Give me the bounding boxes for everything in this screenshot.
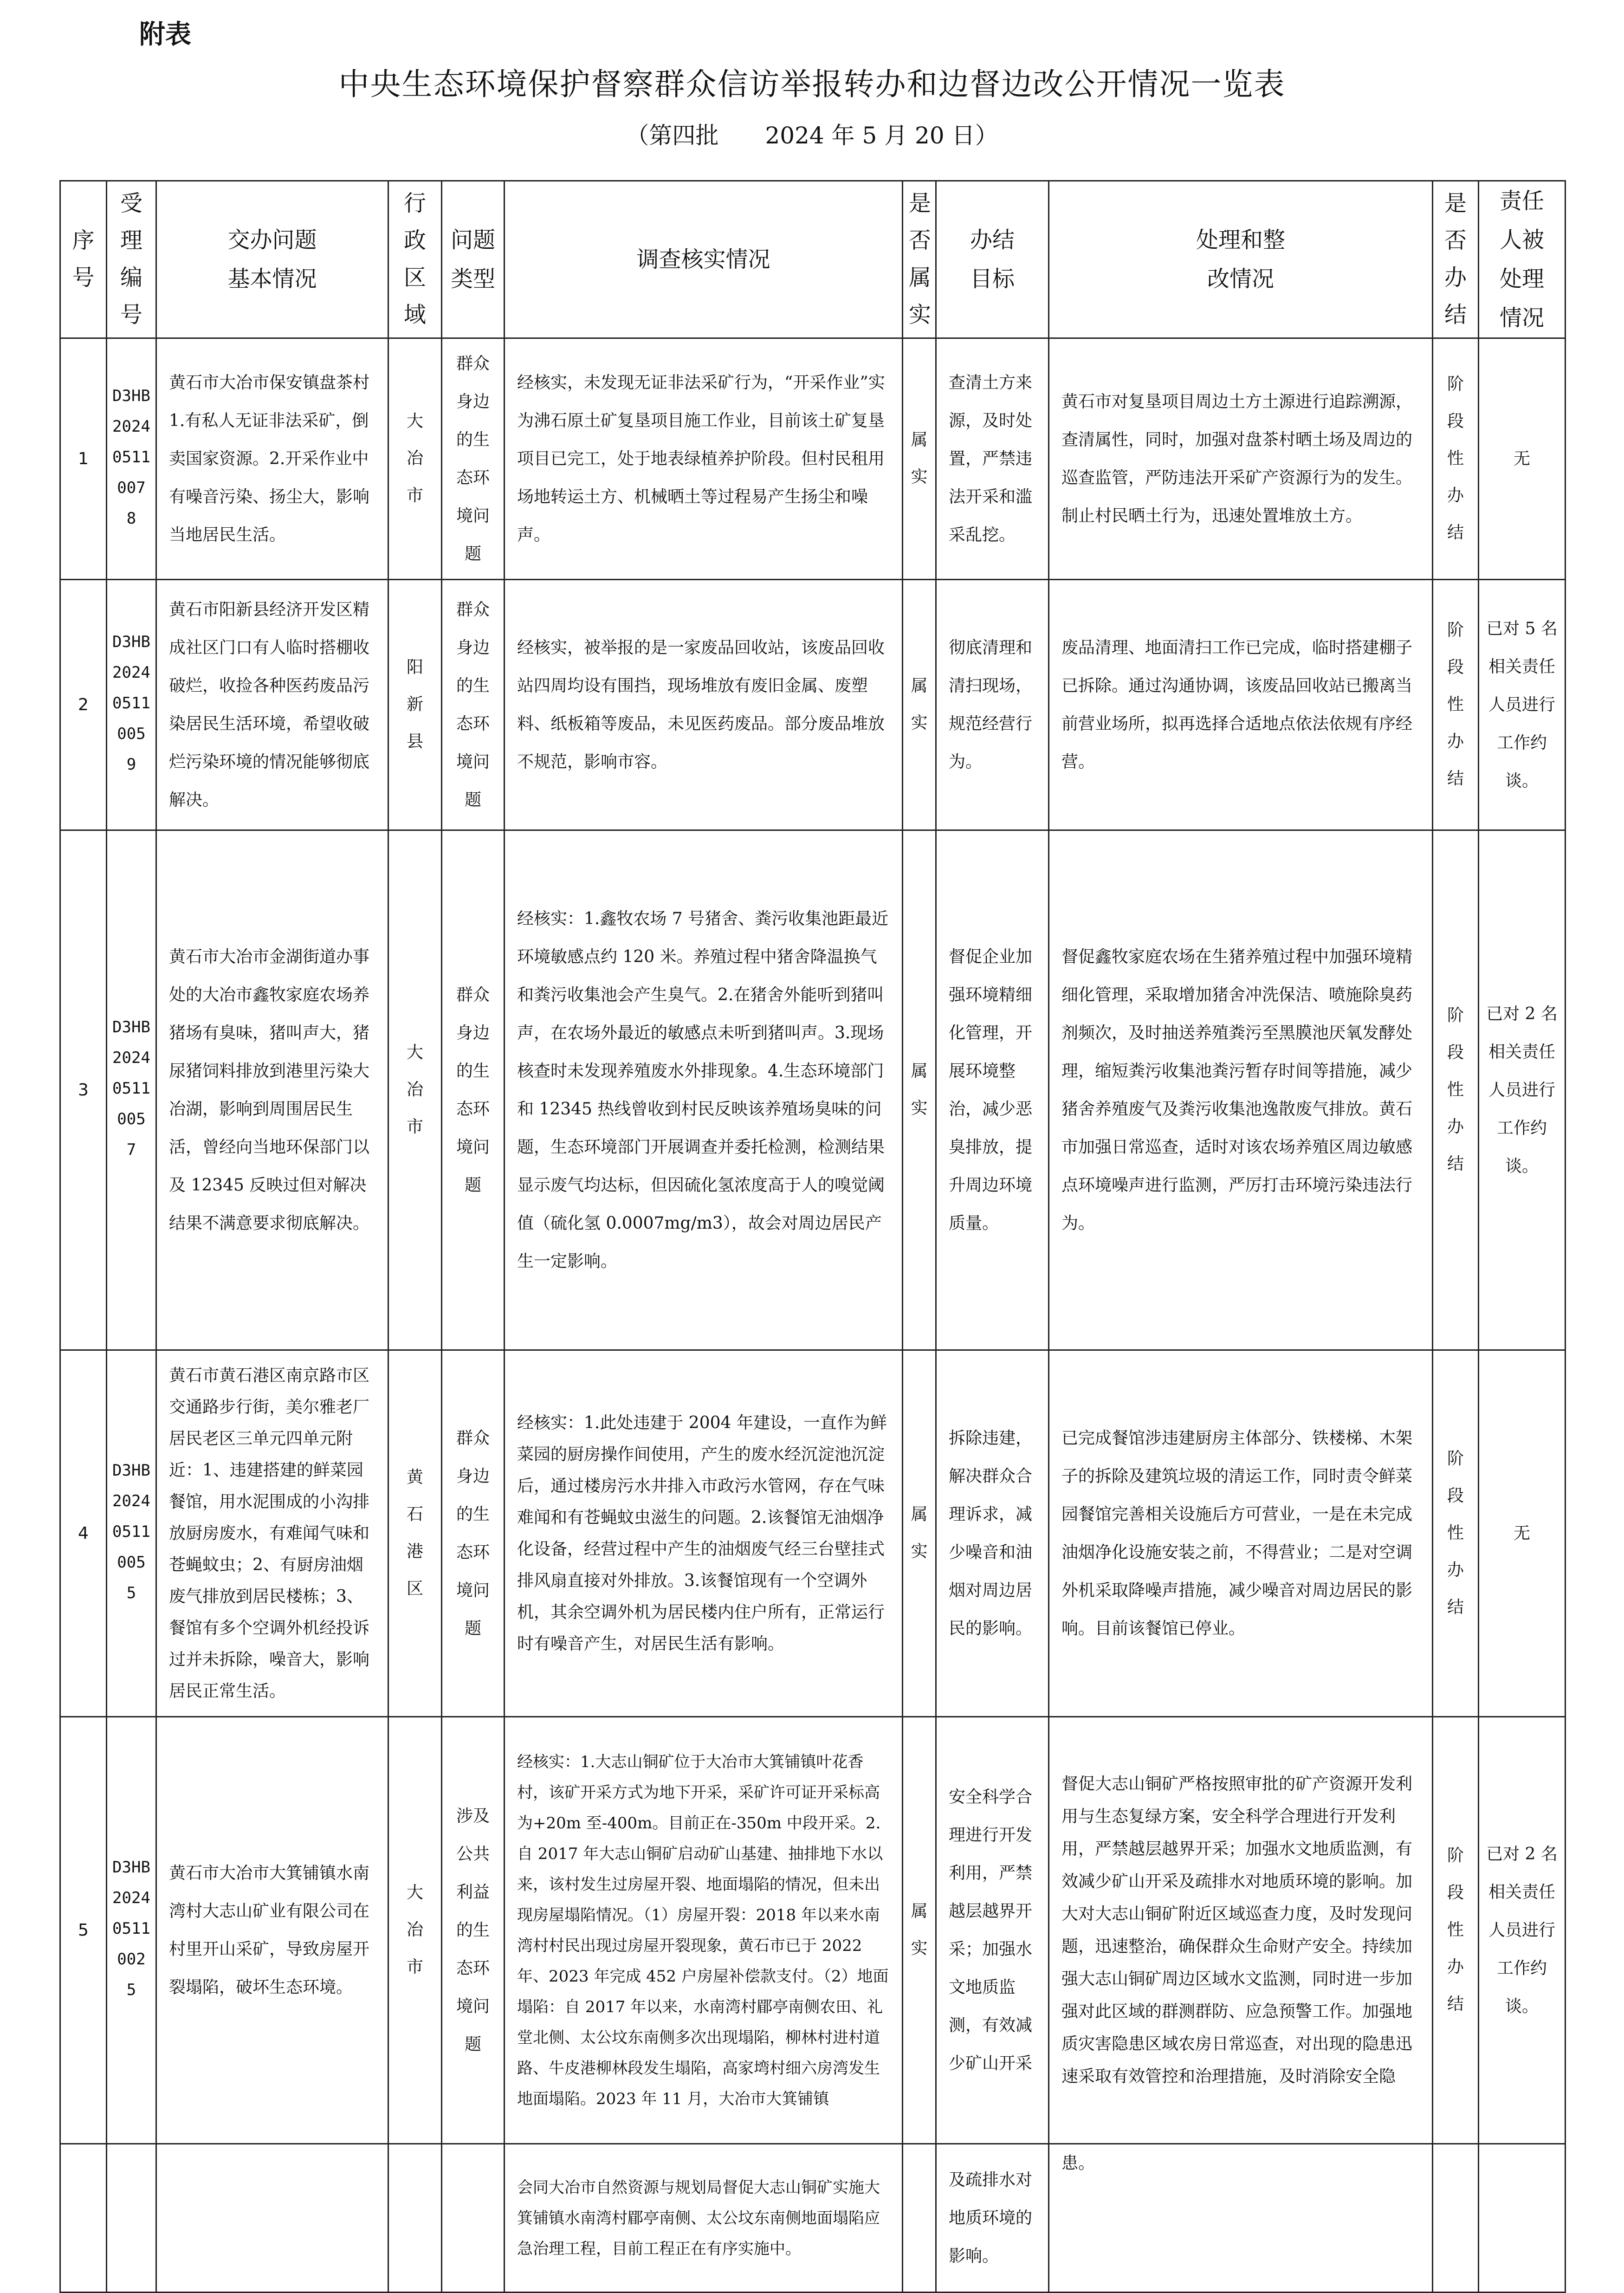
- header-issue: 交办问题基本情况: [156, 181, 388, 338]
- seq-cell: 2: [60, 580, 107, 830]
- issue-cell: 黄石市阳新县经济开发区精成社区门口有人临时搭棚收破烂，收捡各种医药废品污染居民生活环境，希望收破烂污染环境的情况能够彻底解决。: [156, 580, 388, 830]
- type-cell: 涉及公共利益的生态环境问题: [442, 1717, 505, 2144]
- accountability-cell-empty: [1479, 2144, 1566, 2293]
- type-cell: 群众身边的生态环境问题: [442, 1350, 505, 1717]
- accountability-cell: 无: [1479, 1350, 1566, 1717]
- issue-cell-empty: [156, 2144, 388, 2293]
- issue-cell: 黄石市大冶市大箕铺镇水南湾村大志山矿业有限公司在村里开山采矿，导致房屋开裂塌陷，破坏生态环境。: [156, 1717, 388, 2144]
- done-cell: 阶段性办结: [1433, 338, 1479, 580]
- seq-cell: 1: [60, 338, 107, 580]
- true-cell: 属实: [903, 1350, 936, 1717]
- header-code: 受理编号: [107, 181, 156, 338]
- done-cell: 阶段性办结: [1433, 1717, 1479, 2144]
- table-row: [60, 580, 1566, 830]
- investigation-cell: 经核实：1.鑫牧农场 7 号猪舍、粪污收集池距最近环境敏感点约 120 米。养殖过程中猪舍降温换气和粪污收集池会产生臭气。2.在猪舍外能听到猪叫声，在农场外最近的敏感点未听到猪叫声。3.现场核查时未发现养殖废水外排现象。4.生态环境部门和 12345 热线曾收到村民反映该养殖场臭味的问题，生态环境部门开展调查并委托检测，检测结果显示废气均达标，但因硫化氢浓度高于人的嗅觉阈值（硫化氢 0.0007mg/m3），故会对周边居民产生一定影响。: [505, 830, 903, 1350]
- issue-cell: 黄石市黄石港区南京路市区交通路步行街，美尔雅老厂居民老区三单元四单元附近：1、违建搭建的鲜菜园餐馆，用水泥围成的小沟排放厨房废水，有难闻气味和苍蝇蚊虫；2、有厨房油烟废气排放到居民楼栋；3、餐馆有多个空调外机经投诉过并未拆除，噪音大，影响居民正常生活。: [156, 1350, 388, 1717]
- true-cell: 属实: [903, 580, 936, 830]
- goal-cell: 查清土方来源，及时处置，严禁违法开采和滥采乱挖。: [936, 338, 1049, 580]
- handling-cell: 督促鑫牧家庭农场在生猪养殖过程中加强环境精细化管理，采取增加猪舍冲洗保洁、喷施除臭药剂频次，及时抽送养殖粪污至黑膜池厌氧发酵处理，缩短粪污收集池粪污暂存时间等措施，减少猪舍养殖废气及粪污收集池逸散废气排放。黄石市加强日常巡查，适时对该农场养殖区周边敏感点环境噪声进行监测，严厉打击环境污染违法行为。: [1049, 830, 1433, 1350]
- seq-cell: 3: [60, 830, 107, 1350]
- accountability-cell: 已对 2 名相关责任人员进行工作约谈。: [1479, 1717, 1566, 2144]
- goal-cell: 督促企业加强环境精细化管理，开展环境整治，减少恶臭排放，提升周边环境质量。: [936, 830, 1049, 1350]
- district-cell: 黄石港区: [388, 1350, 442, 1717]
- code-cell-empty: [107, 2144, 156, 2293]
- true-cell-empty: [903, 2144, 936, 2293]
- district-cell: 阳新县: [388, 580, 442, 830]
- district-cell: 大冶市: [388, 1717, 442, 2144]
- header-true: 是否属实: [903, 181, 936, 338]
- table-row-continuation: [60, 2144, 1566, 2293]
- header-type: 问题类型: [442, 181, 505, 338]
- done-cell: 阶段性办结: [1433, 580, 1479, 830]
- header-handling: 处理和整改情况: [1049, 181, 1433, 338]
- petition-table: [59, 180, 1566, 2293]
- accountability-cell: 已对 2 名相关责任人员进行工作约谈。: [1479, 830, 1566, 1350]
- true-cell: 属实: [903, 1717, 936, 2144]
- table-row: [60, 338, 1566, 580]
- code-cell: D3HB20240511005 5: [107, 1350, 156, 1717]
- header-investigation: 调查核实情况: [505, 181, 903, 338]
- type-cell: 群众身边的生态环境问题: [442, 338, 505, 580]
- investigation-cell-continued: 会同大冶市自然资源与规划局督促大志山铜矿实施大箕铺镇水南湾村郿亭南侧、太公坟东南侧地面塌陷应急治理工程，目前工程正在有序实施中。: [505, 2144, 903, 2293]
- handling-cell: 已完成餐馆涉违建厨房主体部分、铁楼梯、木架子的拆除及建筑垃圾的清运工作，同时责令鲜菜园餐馆完善相关设施后方可营业，一是在未完成油烟净化设施安装之前，不得营业；二是对空调外机采取降噪声措施，减少噪音对周边居民的影响。目前该餐馆已停业。: [1049, 1350, 1433, 1717]
- done-cell-empty: [1433, 2144, 1479, 2293]
- investigation-cell: 经核实，被举报的是一家废品回收站，该废品回收站四周均设有围挡，现场堆放有废旧金属、废塑料、纸板箱等废品，未见医药废品。部分废品堆放不规范，影响市容。: [505, 580, 903, 830]
- district-cell-empty: [388, 2144, 442, 2293]
- annex-label: 附表: [139, 19, 191, 50]
- district-cell: 大冶市: [388, 830, 442, 1350]
- done-cell: 阶段性办结: [1433, 1350, 1479, 1717]
- header-row: [60, 181, 1566, 338]
- done-cell: 阶段性办结: [1433, 830, 1479, 1350]
- goal-cell: 拆除违建，解决群众合理诉求，减少噪音和油烟对周边居民的影响。: [936, 1350, 1049, 1717]
- seq-cell: 5: [60, 1717, 107, 2144]
- table-row: [60, 830, 1566, 1350]
- type-cell-empty: [442, 2144, 505, 2293]
- table-row: [60, 1350, 1566, 1717]
- goal-cell: 彻底清理和清扫现场，规范经营行为。: [936, 580, 1049, 830]
- true-cell: 属实: [903, 830, 936, 1350]
- header-seq: 序号: [60, 181, 107, 338]
- seq-cell-empty: [60, 2144, 107, 2293]
- investigation-cell: 经核实：1.大志山铜矿位于大冶市大箕铺镇叶花香村，该矿开采方式为地下开采，采矿许可证开采标高为+20m 至-400m。目前正在-350m 中段开采。2.自 2017 年大志山铜矿启动矿山基建、抽排地下水以来，该村发生过房屋开裂、地面塌陷的情况，但未出现房屋塌陷情况。（1）房屋开裂：2018 年以来水南湾村村民出现过房屋开裂现象，黄石市已于 2022 年、2023 年完成 452 户房屋补偿款支付。（2）地面塌陷：自 2017 年以来，水南湾村郿亭南侧农田、礼堂北侧、太公坟东南侧多次出现塌陷，柳林村进村道路、牛皮港柳林段发生塌陷，高家塆村细六房湾发生地面塌陷。2023 年 11 月，大冶市大箕铺镇: [505, 1717, 903, 2144]
- type-cell: 群众身边的生态环境问题: [442, 580, 505, 830]
- seq-cell: 4: [60, 1350, 107, 1717]
- handling-cell: 废品清理、地面清扫工作已完成，临时搭建棚子已拆除。通过沟通协调，该废品回收站已搬离当前营业场所，拟再选择合适地点依法依规有序经营。: [1049, 580, 1433, 830]
- accountability-cell: 已对 5 名相关责任人员进行工作约谈。: [1479, 580, 1566, 830]
- header-accountability: 责任人被处理情况: [1479, 181, 1566, 338]
- accountability-cell: 无: [1479, 338, 1566, 580]
- district-cell: 大冶市: [388, 338, 442, 580]
- document-title: 中央生态环境保护督察群众信访举报转办和边督边改公开情况一览表: [338, 66, 1286, 102]
- issue-cell: 黄石市大冶市金湖街道办事处的大冶市鑫牧家庭农场养猪场有臭味，猪叫声大，猪尿猪饲料排放到港里污染大冶湖，影响到周围居民生活，曾经向当地环保部门以及 12345 反映过但对解决结果不满意要求彻底解决。: [156, 830, 388, 1350]
- table-row: [60, 1717, 1566, 2144]
- header-district: 行政区域: [388, 181, 442, 338]
- goal-cell-continued: 及疏排水对地质环境的影响。: [936, 2144, 1049, 2293]
- header-goal: 办结目标: [936, 181, 1049, 338]
- type-cell: 群众身边的生态环境问题: [442, 830, 505, 1350]
- code-cell: D3HB20240511007 8: [107, 338, 156, 580]
- investigation-cell: 经核实，未发现无证非法采矿行为，“开采作业”实为沸石原土矿复垦项目施工作业，目前该土矿复垦项目已完工，处于地表绿植养护阶段。但村民租用场地转运土方、机械晒土等过程易产生扬尘和噪声。: [505, 338, 903, 580]
- goal-cell: 安全科学合理进行开发利用，严禁越层越界开采；加强水文地质监测，有效减少矿山开采: [936, 1717, 1049, 2144]
- code-cell: D3HB20240511005 7: [107, 830, 156, 1350]
- handling-cell-continued: 患。: [1049, 2144, 1433, 2293]
- header-done: 是否办结: [1433, 181, 1479, 338]
- document-subtitle: （第四批 2024 年 5 月 20 日）: [626, 122, 998, 149]
- true-cell: 属实: [903, 338, 936, 580]
- handling-cell: 督促大志山铜矿严格按照审批的矿产资源开发利用与生态复绿方案，安全科学合理进行开发利用，严禁越层越界开采；加强水文地质监测，有效减少矿山开采及疏排水对地质环境的影响。加大对大志山铜矿附近区域巡查力度，及时发现问题，迅速整治，确保群众生命财产安全。持续加强大志山铜矿周边区域水文监测，同时进一步加强对此区域的群测群防、应急预警工作。加强地质灾害隐患区域农房日常巡查，对出现的隐患迅速采取有效管控和治理措施，及时消除安全隐: [1049, 1717, 1433, 2144]
- code-cell: D3HB20240511005 9: [107, 580, 156, 830]
- investigation-cell: 经核实：1.此处违建于 2004 年建设，一直作为鲜菜园的厨房操作间使用，产生的废水经沉淀池沉淀后，通过楼房污水井排入市政污水管网，存在气味难闻和有苍蝇蚊虫滋生的问题。2.该餐馆无油烟净化设备，经营过程中产生的油烟废气经三台壁挂式排风扇直接对外排放。3.该餐馆现有一个空调外机，其余空调外机为居民楼内住户所有，正常运行时有噪音产生，对居民生活有影响。: [505, 1350, 903, 1717]
- code-cell: D3HB20240511002 5: [107, 1717, 156, 2144]
- issue-cell: 黄石市大冶市保安镇盘茶村 1.有私人无证非法采矿，倒卖国家资源。2.开采作业中有噪音污染、扬尘大，影响当地居民生活。: [156, 338, 388, 580]
- handling-cell: 黄石市对复垦项目周边土方土源进行追踪溯源，查清属性，同时，加强对盘茶村晒土场及周边的巡查监管，严防违法开采矿产资源行为的发生。制止村民晒土行为，迅速处置堆放土方。: [1049, 338, 1433, 580]
